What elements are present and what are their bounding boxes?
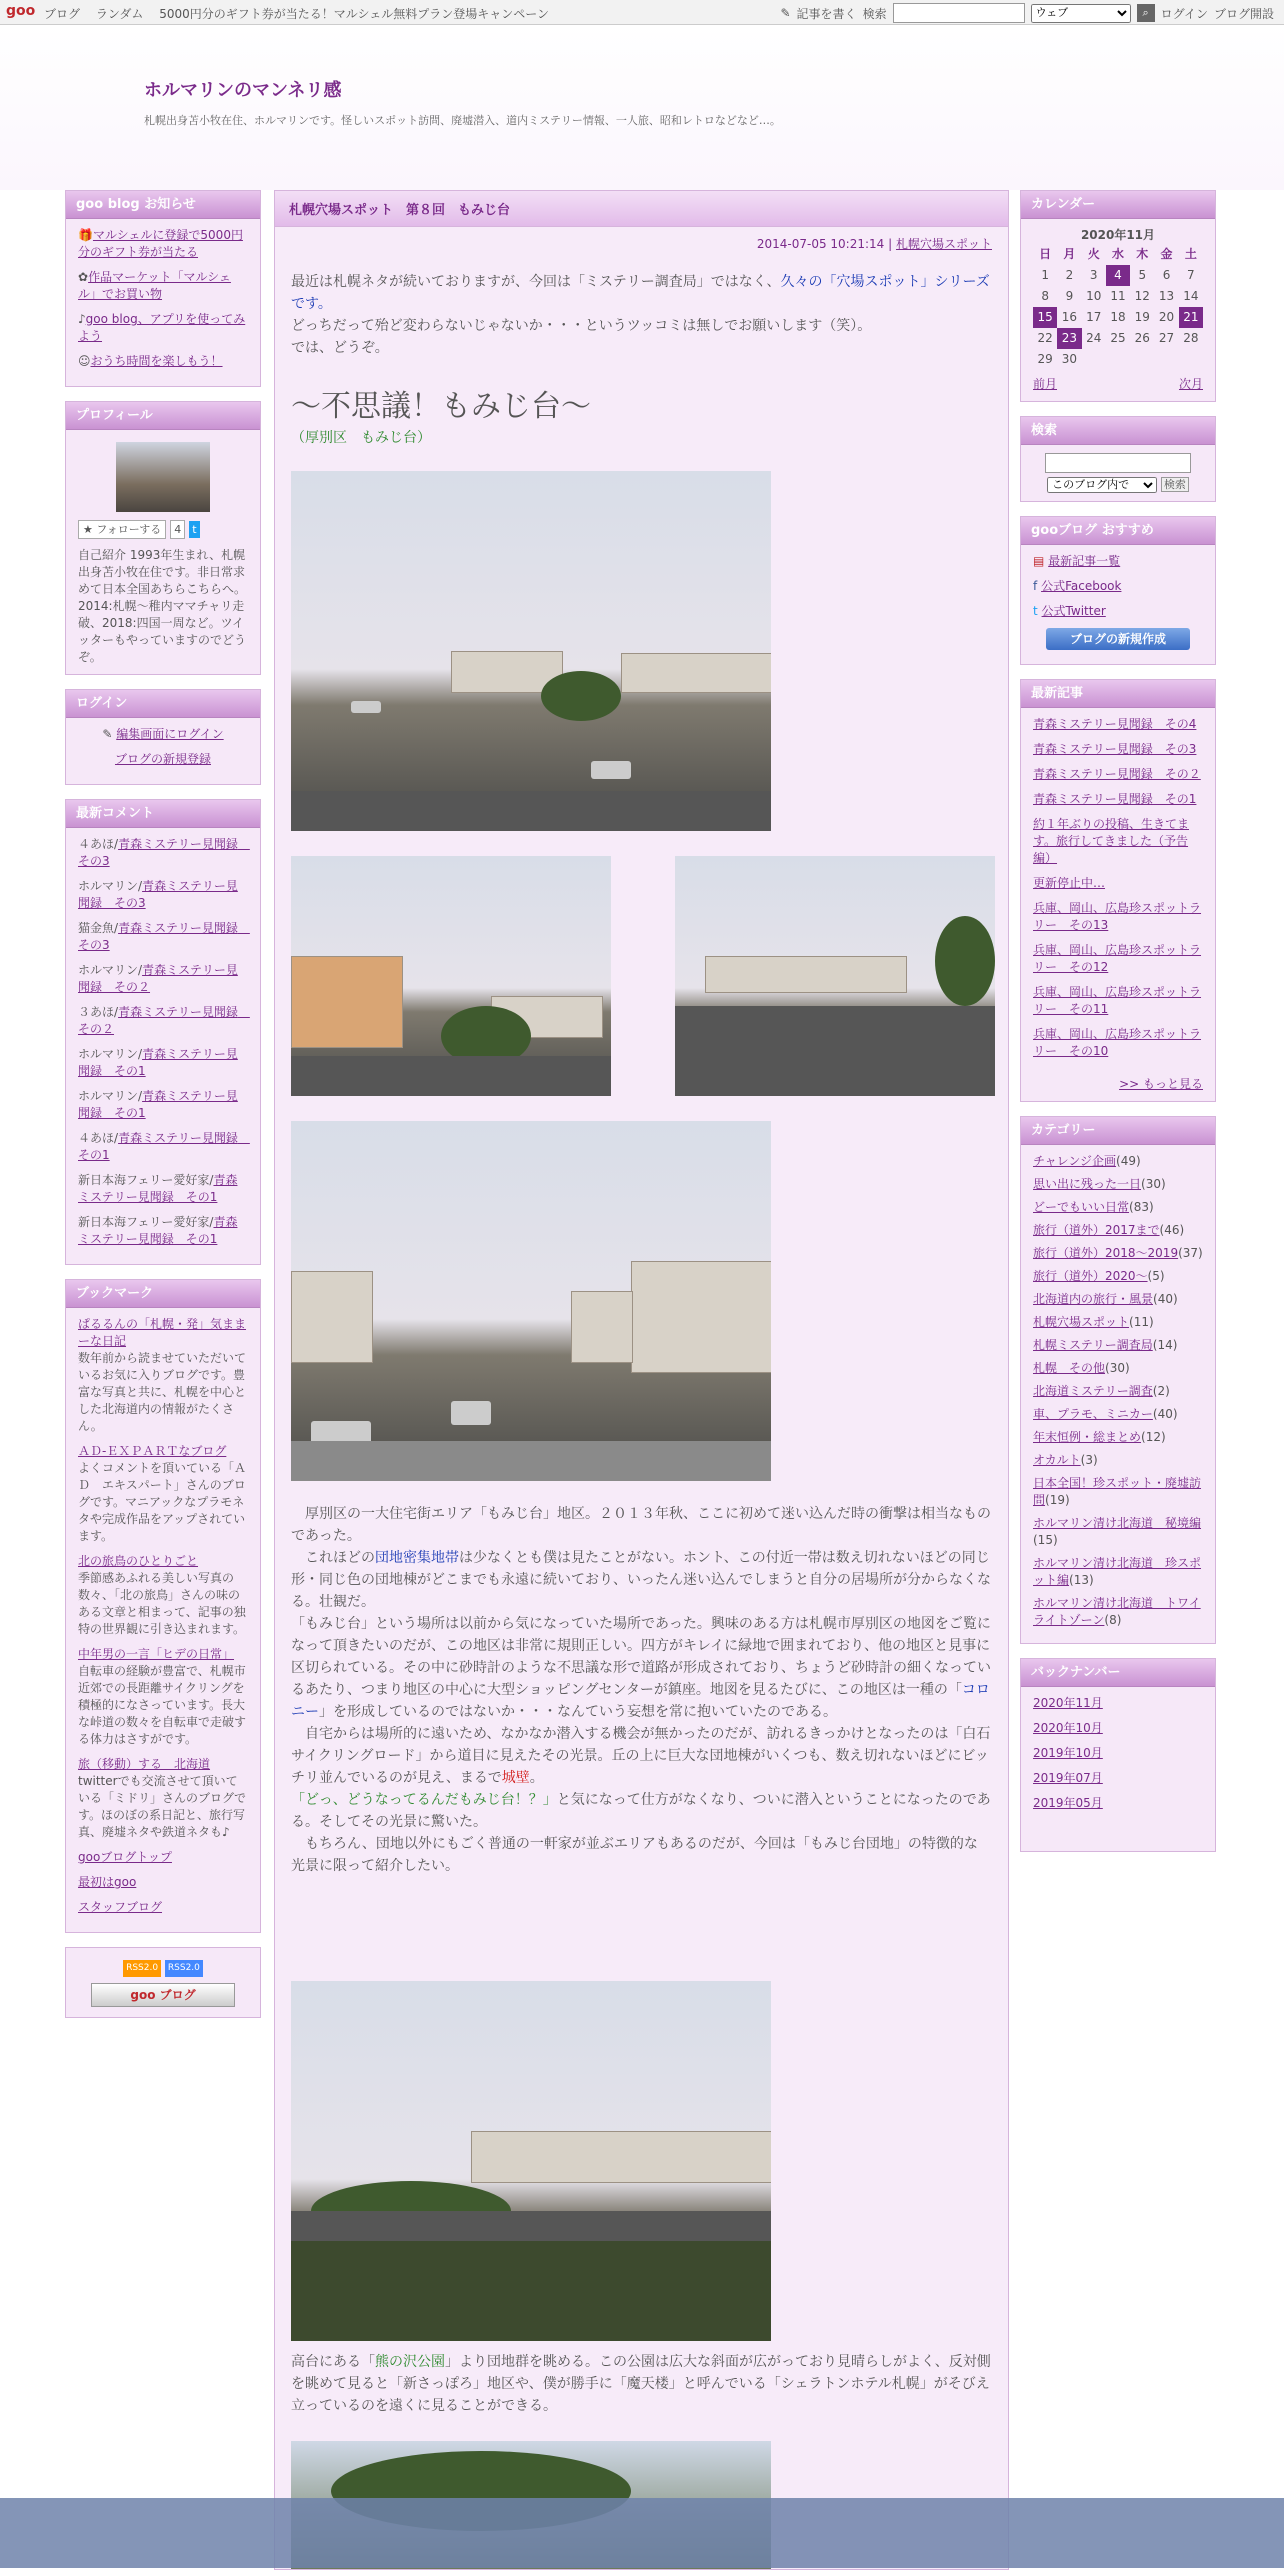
calendar-day: 19 (1134, 310, 1150, 324)
comment-item: ３あほ/青森ミステリー見聞録 その２ (78, 1005, 250, 1036)
nav-campaign[interactable]: 5000円分のギフト券が当たる！マルシェル無料プラン登場キャンペーン (159, 7, 549, 21)
category-link[interactable]: 思い出に残った一日 (1033, 1177, 1142, 1191)
category-link[interactable]: 旅行（道外）2020～ (1033, 1269, 1148, 1283)
category-item (1033, 1360, 1203, 1377)
nav-random[interactable]: ランダム (95, 7, 144, 21)
notice-box (65, 190, 261, 387)
comment-item: ４あほ/青森ミステリー見聞録 その1 (78, 1131, 250, 1162)
comment-author: ４あほ (78, 837, 115, 851)
blog-title[interactable]: ホルマリンのマンネリ感 (144, 80, 342, 101)
profile-title: プロフィール (66, 402, 260, 430)
category-item (1033, 1314, 1203, 1331)
twitter-icon: t (1033, 604, 1038, 618)
calendar-day: 2 (1065, 268, 1074, 282)
calendar-table (1033, 244, 1203, 370)
open-blog-link[interactable]: ブログ開設 (1213, 6, 1274, 21)
login-title: ログイン (66, 690, 260, 718)
calendar-day: 11 (1110, 289, 1126, 303)
comment-link[interactable]: 青森ミステリー見聞録 その1 (78, 1215, 238, 1246)
notice-link[interactable]: おうち時間を楽しもう！ (90, 354, 223, 368)
create-blog-button[interactable]: ブログの新規作成 (1046, 628, 1190, 650)
profile-text: 自己紹介 1993年生まれ、札幌出身苫小牧在住です。非日常求めて日本全国あちらこちらへ。2014:札幌～稚内ママチャリ走破、2018:四国一周など。ツイッターもやっていますのでどうぞ。 (78, 548, 247, 664)
bookmark-item (78, 1316, 248, 1435)
calendar-day: 5 (1138, 268, 1147, 282)
comment-link[interactable]: 青森ミステリー見聞録 その1 (78, 1173, 238, 1204)
category-item (1033, 1291, 1203, 1308)
backnumber-link[interactable]: 2020年11月 (1033, 1696, 1103, 1710)
comment-author: ホルマリン (78, 1089, 139, 1103)
bookmark-item (78, 1646, 248, 1748)
comment-link[interactable]: 青森ミステリー見聞録 その２ (78, 963, 238, 994)
profile-image[interactable] (116, 442, 210, 512)
paragraph-6: 高台にある「熊の沢公園」より団地群を眺める。この公園は広大な斜面が広がっており見晴らしがよく、反対側を眺めて見ると「新さっぽろ」地区や、僕が勝手に「魔天楼」と呼んでいる「シェラトンホテル札幌」がそびえ立っているのを遠くに見ることができる。 (291, 2354, 991, 2414)
goo-blog-button[interactable]: goo ブログ (91, 1983, 235, 2007)
comment-item: 新日本海フェリー愛好家/青森ミステリー見聞録 その1 (78, 1215, 238, 1246)
bookmark-link[interactable]: 最初はgoo (78, 1875, 137, 1889)
article-category-link[interactable]: 札幌穴場スポット (895, 237, 992, 251)
category-count: (8) (1104, 1613, 1122, 1627)
comment-link[interactable]: 青森ミステリー見聞録 その3 (78, 837, 250, 868)
category-item (1033, 1406, 1203, 1423)
search-title: 検索 (1021, 417, 1215, 445)
comment-item: ４あほ/青森ミステリー見聞録 その3 (78, 837, 250, 868)
list-icon: ▤ (1033, 554, 1045, 568)
calendar-day: 20 (1158, 310, 1175, 324)
comment-item: ホルマリン/青森ミステリー見聞録 その1 (78, 1089, 238, 1120)
category-count: (14) (1152, 1338, 1178, 1352)
calendar-day: 24 (1086, 331, 1102, 345)
colony-link[interactable]: コロニー (291, 1682, 990, 1720)
intro-paragraph: 最近は札幌ネタが続いておりますが、今回は「ミステリー調査局」ではなく、久々の「穴場スポット」シリーズです。 (291, 274, 990, 312)
comment-item: ホルマリン/青森ミステリー見聞録 その3 (78, 879, 238, 910)
backnumber-title: バックナンバー (1021, 1659, 1215, 1687)
comment-link[interactable]: 青森ミステリー見聞録 その3 (78, 879, 238, 910)
notice-link[interactable]: goo blog、アプリを使ってみよう (78, 312, 246, 343)
category-count: (46) (1159, 1223, 1185, 1237)
bookmark-item (78, 1553, 248, 1638)
paragraph-3: 「もみじ台」という場所は以前から気になっていた場所であった。興味のある方は札幌市厚別区の地図をご覧になって頂きたいのだが、この地区は非常に規則正しい。四方がキレイに緑地で囲まれており、他の地区と見事に区切られている。その中に砂時計のような不思議な形で道路が形成されており、ちょうど砂時計の細くなっているあたり、つまり地区の中心に大型ショッピングセンターが鎮座。地図を見るたびに、この地区は一種の「コロニー」を形成しているのではないか・・・なんていう妄想を常に抱いていたのである。 (291, 1616, 991, 1720)
recent-box (1020, 679, 1216, 1102)
blog-search-button[interactable]: 検索 (1161, 477, 1189, 492)
notice-title: goo blog お知らせ (66, 191, 260, 219)
article-date: 2014-07-05 10:21:14 (756, 237, 885, 251)
main-article (274, 190, 1009, 2570)
category-count: (37) (1178, 1246, 1203, 1260)
calendar-day (1179, 349, 1203, 370)
blog-search-input[interactable] (1045, 453, 1191, 473)
search-box (1020, 416, 1216, 502)
article-title[interactable]: 札幌穴場スポット 第８回 もみじ台 (275, 191, 1008, 227)
login-link[interactable]: ログイン (1160, 6, 1208, 21)
category-count: (13) (1069, 1573, 1094, 1587)
comments-box (65, 799, 261, 1265)
bookmark-box (65, 1279, 261, 1933)
category-link[interactable]: 旅行（道外）2018～2019 (1033, 1246, 1179, 1260)
category-count: (5) (1147, 1269, 1165, 1283)
pen-icon: ✎ (102, 727, 113, 741)
calendar-weekday: 月 (1063, 247, 1076, 261)
edit-login-link[interactable]: 編集画面にログイン (116, 727, 224, 741)
category-title: カテゴリー (1021, 1117, 1215, 1145)
photo-1[interactable] (291, 471, 771, 831)
category-link[interactable]: 年末恒例・総まとめ (1033, 1430, 1142, 1444)
category-item (1033, 1199, 1203, 1216)
article-subheading: （厚別区 もみじ台） (291, 430, 431, 446)
reco-box (1020, 516, 1216, 665)
right-sidebar (1020, 190, 1216, 1866)
prev-month-link[interactable]: 前月 (1033, 377, 1058, 391)
comment-item: 新日本海フェリー愛好家/青森ミステリー見聞録 その1 (78, 1173, 238, 1204)
bookmark-item (78, 1443, 248, 1545)
rss-badge[interactable]: RSS2.0 (123, 1960, 161, 1977)
category-count: (2) (1152, 1384, 1170, 1398)
calendar-day: 3 (1089, 268, 1098, 282)
comment-link[interactable]: 青森ミステリー見聞録 その1 (78, 1089, 238, 1120)
category-link[interactable]: 日本全国！珍スポット・廃墟訪問 (1033, 1476, 1202, 1507)
notice-link[interactable]: マルシェルに登録で5000円分のギフト券が当たる (78, 228, 243, 259)
calendar-day: 1 (1041, 268, 1049, 282)
bookmark-item (78, 1849, 248, 1866)
left-sidebar (65, 190, 261, 2032)
category-item (1033, 1222, 1203, 1239)
calendar-day: 27 (1158, 331, 1175, 345)
search-scope-select[interactable] (1031, 4, 1131, 23)
header-background (0, 25, 1284, 190)
music-icon: ♪ (78, 312, 86, 326)
comment-item: 猫金魚/青森ミステリー見聞録 その3 (78, 921, 250, 952)
category-link[interactable]: 北海道内の旅行・風景 (1033, 1292, 1154, 1306)
blog-search-select[interactable] (1047, 477, 1157, 493)
backnumber-link[interactable]: 2019年10月 (1033, 1746, 1103, 1760)
category-count: (40) (1153, 1292, 1178, 1306)
comment-link[interactable]: 青森ミステリー見聞録 その２ (78, 1005, 250, 1036)
category-item (1033, 1452, 1203, 1469)
bookmark-link[interactable]: 旅（移動）する 北海道 (78, 1757, 211, 1771)
recent-article-link[interactable]: 青森ミステリー見聞録 その２ (1033, 767, 1201, 781)
rss-badge[interactable]: RSS2.0 (165, 1960, 203, 1977)
bookmark-desc: twitterでも交流させて頂いている「ミドリ」さんのブログです。ほのぼの系日記と、旅行写真、廃墟ネタや鉄道ネタも♪ (78, 1774, 247, 1839)
category-box (1020, 1116, 1216, 1644)
recent-article-link[interactable]: 更新停止中… (1033, 876, 1106, 890)
comment-link[interactable]: 青森ミステリー見聞録 その3 (78, 921, 250, 952)
category-link[interactable]: 旅行（道外）2017まで (1033, 1223, 1160, 1237)
write-article-link[interactable]: 記事を書く (796, 6, 857, 21)
reco-title: gooブログ おすすめ (1021, 517, 1215, 545)
top-bar (0, 0, 1284, 25)
photo-5[interactable] (291, 1981, 771, 2341)
calendar-day (1130, 349, 1154, 370)
category-item (1033, 1268, 1203, 1285)
calendar-day[interactable]: 15 (1033, 307, 1057, 328)
bookmark-desc: 自転車の経験が豊富で、札幌市近郊での長距離サイクリングを積極的になさっています。長大な峠道の数々を自転車で走破する体力はさすがです。 (78, 1664, 247, 1746)
comment-link[interactable]: 青森ミステリー見聞録 その1 (78, 1131, 250, 1162)
smile-icon: ☺ (78, 354, 91, 368)
calendar-day: 8 (1041, 289, 1049, 303)
recent-title: 最新記事 (1021, 680, 1215, 708)
recent-article-link[interactable]: 青森ミステリー見聞録 その1 (1033, 792, 1197, 806)
calendar-day (1106, 349, 1130, 370)
top-nav (44, 5, 561, 22)
category-item (1033, 1245, 1203, 1262)
category-count: (3) (1080, 1453, 1098, 1467)
calendar-day: 16 (1061, 310, 1078, 324)
category-item (1033, 1429, 1203, 1446)
paragraph-5: もちろん、団地以外にもごく普通の一軒家が並ぶエリアもあるのだが、今回は「もみじ台団地」の特徴的な光景に限って紹介したい。 (291, 1836, 978, 1874)
category-item (1033, 1176, 1203, 1193)
category-link[interactable]: 北海道ミステリー調査 (1033, 1384, 1153, 1398)
danchi-link[interactable]: 団地密集地帯 (375, 1550, 459, 1566)
category-count: (49) (1116, 1154, 1141, 1168)
intro-paragraph-2: どっちだって殆ど変わらないじゃないか・・・というツッコミは無しでお願いします（笑）。 (291, 318, 872, 334)
top-search-input[interactable] (893, 3, 1025, 23)
comment-item: ホルマリン/青森ミステリー見聞録 その1 (78, 1047, 238, 1078)
comment-link[interactable]: 青森ミステリー見聞録 その1 (78, 1047, 238, 1078)
category-link[interactable]: 札幌 その他 (1033, 1361, 1106, 1375)
bookmark-desc: 数年前から読ませていただいているお気に入りブログです。豊富な写真と共に、札幌を中心とした北海道内の情報がたくさん。 (78, 1351, 247, 1433)
category-link[interactable]: どーでもいい日常 (1033, 1200, 1130, 1214)
intro-paragraph-3: では、どうぞ。 (291, 340, 389, 356)
comment-item: ホルマリン/青森ミステリー見聞録 その２ (78, 963, 238, 994)
search-label: 検索 (862, 6, 887, 21)
calendar-day[interactable]: 4 (1106, 265, 1130, 286)
calendar-day: 7 (1187, 268, 1195, 282)
paragraph-4: 自宅からは場所的に遠いため、なかなか潜入する機会が無かったのだが、訪れるきっかけとなったのは「白石サイクリングロード」から道目に見えたその光景。丘の上に巨大な団地棟がいくつも、数え切れないほどにビッチリ並んでいるのが見え、まるで城壁。 「どっ、どうなってるんだもみじ台！？」と気になって仕方がなくなり、ついに潜入ということになったのである。そしてその光景に驚いた。 (291, 1726, 991, 1830)
calendar-weekday: 水 (1111, 247, 1124, 261)
article-meta: 2014-07-05 10:21:14 | 札幌穴場スポット (756, 237, 992, 251)
backnumber-link[interactable]: 2020年10月 (1033, 1721, 1103, 1735)
pencil-icon: ✎ (780, 6, 791, 20)
calendar-weekday: 火 (1087, 247, 1100, 261)
search-icon[interactable]: ⌕ (1137, 4, 1155, 22)
comment-author: ホルマリン (78, 879, 139, 893)
calendar-box (1020, 190, 1216, 402)
category-item (1033, 1383, 1203, 1400)
calendar-weekday: 日 (1039, 247, 1052, 261)
notice-link[interactable]: 作品マーケット「マルシェル」でお買い物 (78, 270, 231, 301)
paragraph-1: 厚別区の一大住宅街エリア「もみじ台」地区。２０１３年秋、ここに初めて迷い込んだ時の衝撃は相当なものであった。 (291, 1506, 991, 1544)
photo-4[interactable] (291, 1121, 771, 1481)
nav-blog[interactable]: ブログ (44, 7, 81, 21)
category-link[interactable]: ホルマリン清け北海道 秘境編 (1033, 1516, 1202, 1530)
calendar-day: 13 (1158, 289, 1175, 303)
category-link[interactable]: チャレンジ企画 (1033, 1154, 1117, 1168)
bookmark-link[interactable]: ＡＤ-ＥＸＰＡＲＴなブログ (78, 1444, 227, 1458)
calendar-day: 22 (1037, 331, 1053, 345)
calendar-day: 17 (1086, 310, 1102, 324)
calendar-day: 9 (1065, 289, 1074, 303)
bookmark-item (78, 1899, 248, 1916)
park-link[interactable]: 熊の沢公園 (375, 2354, 445, 2370)
category-count: (15) (1033, 1533, 1058, 1547)
gift-icon: 🎁 (78, 228, 93, 242)
category-count: (30) (1105, 1361, 1130, 1375)
category-item (1033, 1153, 1203, 1170)
calendar-day: 12 (1134, 289, 1150, 303)
article-body (291, 271, 991, 449)
bookmark-link[interactable]: gooブログトップ (78, 1850, 172, 1864)
recent-article-link[interactable]: 青森ミステリー見聞録 その4 (1033, 717, 1197, 731)
calendar-weekday: 土 (1184, 247, 1197, 261)
bookmark-link[interactable]: 中年男の一言「ヒデの日常」 (78, 1647, 235, 1661)
bookmark-link[interactable]: ぱるるんの「札幌・発」気ままーな日記 (78, 1317, 247, 1348)
blog-description: 札幌出身苫小牧在住、ホルマリンです。怪しいスポット訪問、廃墟潜入、道内ミステリー情報、一人旅、昭和レトロなどなど…。 (144, 114, 781, 127)
category-link[interactable]: ホルマリン清け北海道 珍スポット編 (1033, 1556, 1202, 1587)
category-count: (40) (1152, 1407, 1178, 1421)
follow-count: 4 (170, 520, 185, 539)
calendar-day: 14 (1183, 289, 1199, 303)
article-text-block (291, 1503, 991, 1877)
next-month-link[interactable]: 次月 (1178, 377, 1203, 391)
comment-author: ホルマリン (78, 1047, 139, 1061)
bookmark-link[interactable]: スタッフブログ (78, 1900, 163, 1914)
recent-article-link[interactable]: 兵庫、岡山、広島珍スポットラリー その12 (1033, 943, 1202, 974)
category-count: (11) (1129, 1315, 1154, 1329)
badges-box (65, 1947, 261, 2018)
category-link[interactable]: ホルマリン清け北海道 トワイライトゾーン (1033, 1596, 1201, 1627)
calendar-day: 10 (1086, 289, 1102, 303)
backnumber-link[interactable]: 2019年07月 (1033, 1771, 1103, 1785)
category-count: (12) (1141, 1430, 1166, 1444)
category-link[interactable]: 札幌穴場スポット (1033, 1315, 1130, 1329)
new-blog-register-link[interactable]: ブログの新規登録 (114, 752, 211, 766)
facebook-icon: f (1033, 579, 1038, 593)
category-item (1033, 1337, 1203, 1354)
goo-logo[interactable]: goo (6, 3, 36, 19)
calendar-weekday: 金 (1160, 247, 1173, 261)
recent-article-link[interactable]: 約１年ぶりの投稿、生きてます。旅行してきました（予告編） (1033, 817, 1190, 865)
comment-author: ３あほ (78, 1005, 115, 1019)
calendar-day: 18 (1110, 310, 1126, 324)
calendar-day: 28 (1183, 331, 1199, 345)
calendar-day[interactable]: 23 (1057, 328, 1081, 349)
bookmark-title: ブックマーク (66, 1280, 260, 1308)
bookmark-item (78, 1756, 248, 1841)
category-count: (83) (1129, 1200, 1154, 1214)
comment-author: ホルマリン (78, 963, 139, 977)
photo-3[interactable] (675, 856, 995, 1096)
comment-author: 新日本海フェリー愛好家 (78, 1173, 210, 1187)
article-heading: ～不思議！もみじ台～ (291, 389, 591, 424)
comment-author: 猫金魚 (78, 921, 115, 935)
bookmark-desc: よくコメントを頂いている「ＡＤ エキスパート」さんのブログです。マニアックなプラモネタや完成作品をアップされています。 (78, 1461, 247, 1543)
category-count: (19) (1045, 1493, 1070, 1507)
calendar-title: カレンダー (1021, 191, 1215, 219)
reco-link[interactable]: 最新記事一覧 (1048, 554, 1121, 568)
recent-article-link[interactable]: 青森ミステリー見聞録 その3 (1033, 742, 1197, 756)
backnumber-link[interactable]: 2019年05月 (1033, 1796, 1103, 1810)
calendar-day (1082, 349, 1106, 370)
recent-article-link[interactable]: 兵庫、岡山、広島珍スポットラリー その10 (1033, 1027, 1202, 1058)
recent-article-link[interactable]: 兵庫、岡山、広島珍スポットラリー その13 (1033, 901, 1202, 932)
calendar-day: 6 (1162, 268, 1171, 282)
follow-button[interactable]: ★ フォローする (78, 520, 166, 539)
calendar-day: 30 (1061, 352, 1078, 366)
bookmark-desc: 季節感あふれる美しい写真の数々、「北の旅鳥」さんの味のある文章と相まって、記事の独特の世界観に引き込まれます。 (78, 1571, 246, 1636)
bookmark-item (78, 1874, 248, 1891)
comments-title: 最新コメント (66, 800, 260, 828)
calendar-day: 25 (1110, 331, 1126, 345)
paragraph-2: これほどの団地密集地帯は少なくとも僕は見たことがない。ホント、この付近一帯は数え切れないほどの同じ形・同じ色の団地棟がどこまでも永遠に続いており、いったん迷い込んでしまうと自分の居場所が分からなくなる。壮観だ。 (291, 1550, 991, 1610)
calendar-day (1154, 349, 1178, 370)
market-icon: ✿ (78, 270, 89, 284)
bookmark-link[interactable]: 北の旅鳥のひとりごと (78, 1554, 199, 1568)
calendar-day[interactable]: 21 (1179, 307, 1203, 328)
category-item (1033, 1555, 1203, 1589)
comment-author: ４あほ (78, 1131, 115, 1145)
backnumber-box (1020, 1658, 1216, 1852)
category-link[interactable]: 札幌ミステリー調査局 (1033, 1338, 1153, 1352)
category-item (1033, 1595, 1203, 1629)
category-item (1033, 1475, 1203, 1509)
intro-link[interactable]: 久々の「穴場スポット」シリーズです。 (291, 274, 990, 312)
more-link[interactable]: >> もっと見る (1119, 1077, 1203, 1091)
comment-author: 新日本海フェリー愛好家 (78, 1215, 210, 1229)
calendar-weekday: 木 (1136, 247, 1149, 261)
recent-article-link[interactable]: 兵庫、岡山、広島珍スポットラリー その11 (1033, 985, 1202, 1016)
calendar-month: 2020年11月 (1080, 228, 1156, 242)
category-link[interactable]: 車、プラモ、ミニカー (1033, 1407, 1153, 1421)
photo-2[interactable] (291, 856, 611, 1096)
calendar-day: 26 (1134, 331, 1150, 345)
reco-link[interactable]: 公式Twitter (1041, 604, 1106, 618)
twitter-icon[interactable]: t (189, 521, 199, 538)
category-item (1033, 1515, 1203, 1549)
calendar-day: 29 (1037, 352, 1053, 366)
bottom-overlay-bar (0, 2498, 1284, 2568)
top-right (780, 3, 1274, 23)
login-box (65, 689, 261, 785)
reco-link[interactable]: 公式Facebook (1041, 579, 1122, 593)
category-link[interactable]: オカルト (1033, 1453, 1081, 1467)
profile-box (65, 401, 261, 675)
category-count: (30) (1141, 1177, 1166, 1191)
